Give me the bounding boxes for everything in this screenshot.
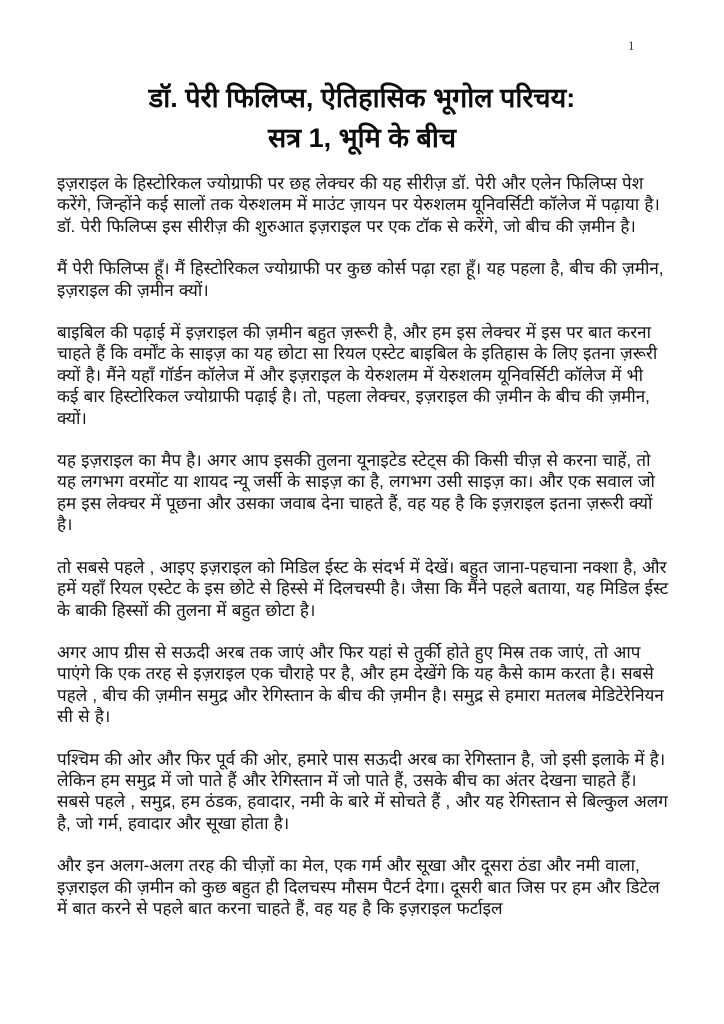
paragraph: यह इज़राइल का मैप है। अगर आप इसकी तुलना यूनाइटेड स्टेट्स की किसी चीज़ से करना चाहें, तो यह लगभग वरमोंट या शायद न्यू जर्सी के साइज़ का है, लगभग उसी साइज़ का। और एक सवाल जो हम इस लेक्चर में पूछना और उसका जवाब देना चाहते हैं, वह यह है कि इज़राइल इतना ज़रूरी क्यों है। [57, 451, 655, 535]
paragraph: और इन अलग-अलग तरह की चीज़ों का मेल, एक गर्म और सूखा और दूसरा ठंडा और नमी वाला, इज़राइल की ज़मीन को कुछ बहुत ही दिलचस्प मौसम पैटर्न देगा। दूसरी बात जिस पर हम और डिटेल में बात करने से पहले बात करना चाहते हैं, वह यह है कि इज़राइल फर्टाइल [57, 856, 660, 918]
page-number: 1 [628, 38, 635, 53]
document-body [57, 173, 669, 940]
title-line-2: सत्र 1, भूमि के बीच [267, 123, 457, 153]
title-line-1: डॉ. पेरी फिलिप्स, ऐतिहासिक भूगोल परिचय: [148, 83, 576, 113]
document-title [40, 78, 684, 158]
paragraph: तो सबसे पहले , आइए इज़राइल को मिडिल ईस्ट के संदर्भ में देखें। बहुत जाना-पहचाना नक्शा है, और हमें यहाँ रियल एस्टेट के इस छोटे से हिस्से में दिलचस्पी है। जैसा कि मैंने पहले बताया, यह मिडिल ईस्ट के बाकी हिस्सों की तुलना में बहुत छोटा है। [57, 557, 669, 620]
paragraph: अगर आप ग्रीस से सऊदी अरब तक जाएं और फिर यहां से तुर्की होते हुए मिस्र तक जाएं, तो आप पाएंगे कि एक तरह से इज़राइल एक चौराहे पर है, और हम देखेंगे कि यह कैसे काम करता है। सबसे पहले , बीच की ज़मीन समुद्र और रेगिस्तान के बीच की ज़मीन है। समुद्र से हमारा मतलब मेडिटेरेनियन सी से है। [57, 642, 664, 727]
paragraph: बाइबिल की पढ़ाई में इज़राइल की ज़मीन बहुत ज़रूरी है, और हम इस लेक्चर में इस पर बात करना चाहते हैं कि वर्मोंट के साइज़ का यह छोटा सा रियल एस्टेट बाइबिल के इतिहास के लिए इतना ज़रूरी क्यों है। मैंने यहाँ गॉर्डन कॉलेज में और इज़राइल के येरुशलम में येरुशलम यूनिवर्सिटी कॉलेज में भी कई बार हिस्टोरिकल ज्योग्राफी पढ़ाई है। तो, पहला लेक्चर, इज़राइल की ज़मीन के बीच की ज़मीन, क्यों। [57, 323, 658, 428]
paragraph: इज़राइल के हिस्टोरिकल ज्योग्राफी पर छह लेक्चर की यह सीरीज़ डॉ. पेरी और एलेन फिलिप्स पेश करेंगे, जिन्होंने कई सालों तक येरुशलम में माउंट ज़ायन पर येरुशलम यूनिवर्सिटी कॉलेज में पढ़ाया है। डॉ. पेरी फिलिप्स इस सीरीज़ की शुरुआत इज़राइल पर एक टॉक से करेंगे, जो बीच की ज़मीन है। [57, 174, 660, 236]
paragraph: मैं पेरी फिलिप्स हूँ। मैं हिस्टोरिकल ज्योग्राफी पर कुछ कोर्स पढ़ा रहा हूँ। यह पहला है, बीच की ज़मीन, इज़राइल की ज़मीन क्यों। [57, 259, 664, 300]
paragraph: पश्चिम की ओर और फिर पूर्व की ओर, हमारे पास सऊदी अरब का रेगिस्तान है, जो इसी इलाके में है। लेकिन हम समुद्र में जो पाते हैं और रेगिस्तान में जो पाते हैं, उसके बीच का अंतर देखना चाहते हैं। सबसे पहले , समुद्र, हम ठंडक, हवादार, नमी के बारे में सोचते हैं , और यह रेगिस्तान से बिल्कुल अलग है, जो गर्म, हवादार और सूखा होता है। [57, 749, 668, 833]
